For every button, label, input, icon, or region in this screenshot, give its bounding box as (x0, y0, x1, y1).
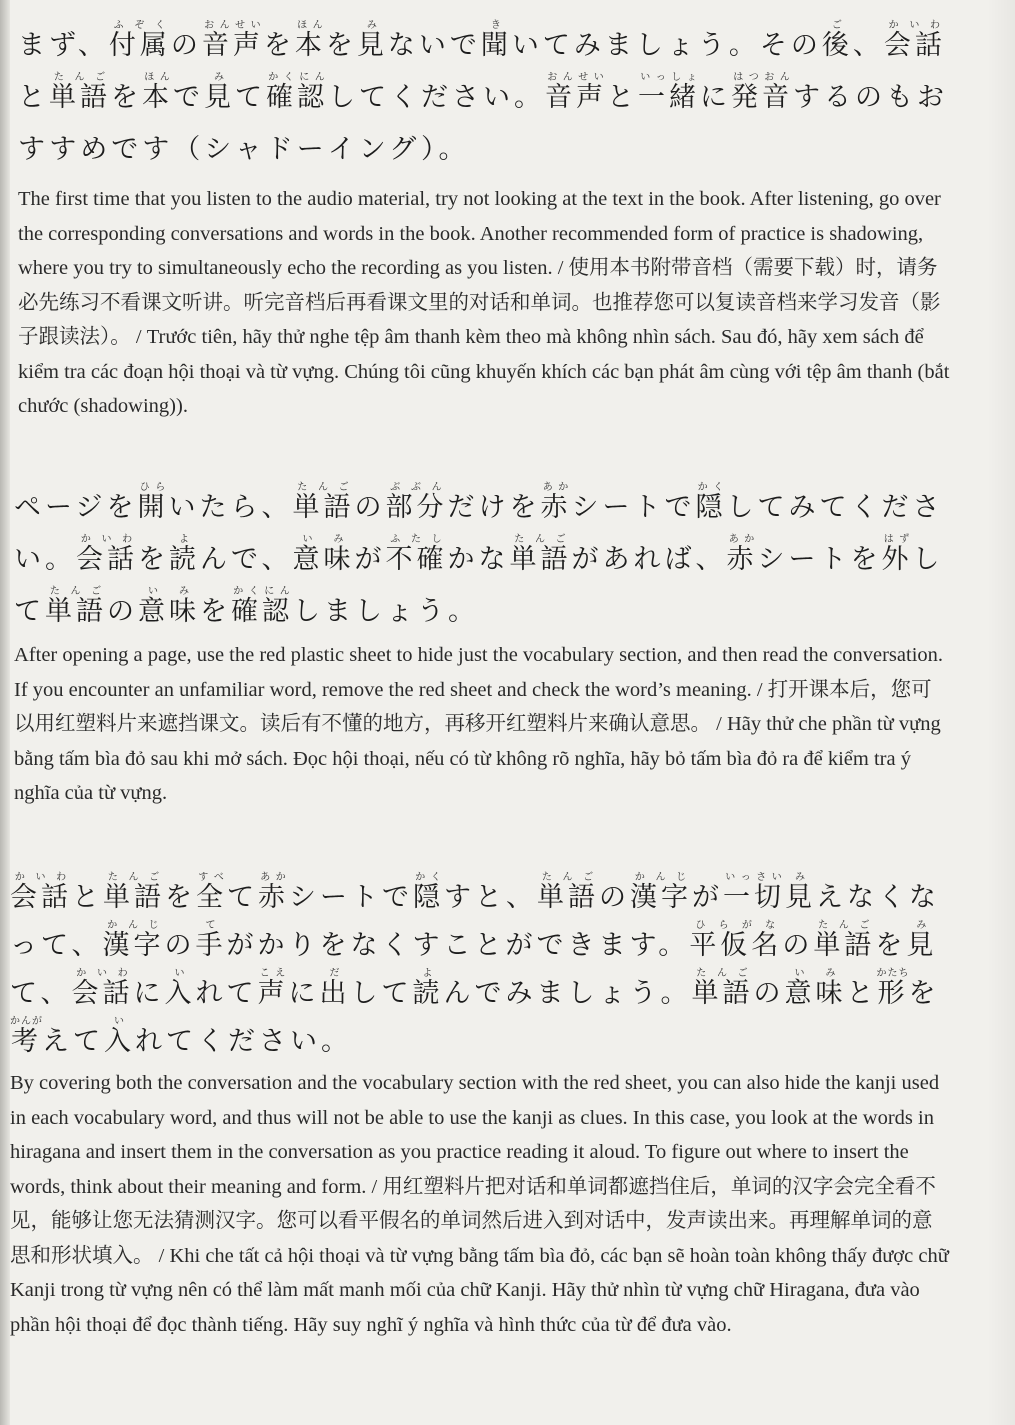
page-spine-shadow (0, 0, 10, 1425)
japanese-paragraph: ページを開ひらいたら、単語たんごの部分ぶぶんだけを赤あかシートで隠かくしてみてください。会話かいわを読よんで、意味いみが不確ふたしかな単語たんごがあれば、赤あかシートを外はずして単語たんごの意味いみを確認かくにんしましょう。 (14, 482, 944, 627)
translation-paragraph: By covering both the conversation and the vocabulary section with the red sheet, you can also hide the kanji used in each vocabulary word, and thus will not be able to use the kanji as clues. In this case, you look at the words in hiragana and insert them in the conversation as you practice reading it aloud. To figure out where to insert the words, think about their meaning and form. / 用红塑料片把对话和单词都遮挡住后，单词的汉字会完全看不见，能够让您无法猜测汉字。您可以看平假名的单词然后进入到对话中，发声读出来。再理解单词的意思和形状填入。 / Khi che tất cả hội thoại và từ vựng bằng tấm bìa đỏ, các bạn sẽ hoàn toàn không thấy được chữ Kanji trong từ vựng nên có thể làm mất manh mối của chữ Kanji. Hãy thử nhìn từ vựng chữ Hiragana, đưa vào phần hội thoại để đọc thành tiếng. Hãy suy nghĩ ý nghĩa và hình thức của từ để đưa vào. (10, 1072, 949, 1336)
instruction-section-red-sheet-vocab (14, 482, 949, 811)
translation-paragraph: The first time that you listen to the audio material, try not looking at the text in the book. After listening, go over the corresponding conversations and words in the book. Another recommended form of practice is shadowing, where you try to simultaneously echo the recording as you listen. / 使用本书附带音档（需要下载）时，请务必先练习不看课文听讲。听完音档后再看课文里的对话和单词。也推荐您可以复读音档来学习发音（影子跟读法）。 / Trước tiên, hãy thử nghe tệp âm thanh kèm theo mà không nhìn sách. Sau đó, hãy xem sách để kiểm tra các đoạn hội thoại và từ vựng. Chúng tôi cũng khuyến khích các bạn phát âm cùng với tệp âm thanh (bắt chước (shadowing)). (18, 188, 950, 417)
japanese-paragraph: まず、付属ふぞくの音声おんせいを本ほんを見みないで聞きいてみましょう。その後ご、会話かいわと単語たんごを本ほんで見みて確認かくにんしてください。音声おんせいと一緒いっしょに発音はつおんするのもおすすめです（シャドーイング）。 (18, 20, 948, 165)
japanese-paragraph: 会話かいわと単語たんごを全すべて赤あかシートで隠かくすと、単語たんごの漢字かんじが一切いっさい見みえなくなって、漢字かんじの手てがかりをなくすことができます。平仮名ひらがなの単語たんごを見みて、会話かいわに入いれて声こえに出だして読よんでみましょう。単語たんごの意味いみと形かたちを考かんがえて入いれてください。 (10, 872, 940, 1057)
translation-paragraph: After opening a page, use the red plastic sheet to hide just the vocabulary section, and then read the conversation. If you encounter an unfamiliar word, remove the red sheet and check the word’s meaning. / 打开课本后，您可以用红塑料片来遮挡课文。读后有不懂的地方，再移开红塑料片来确认意思。 / Hãy thử che phần từ vựng bằng tấm bìa đỏ sau khi mở sách. Đọc hội thoại, nếu có từ không rõ nghĩa, hãy bỏ tấm bìa đỏ ra để kiểm tra ý nghĩa của từ vựng. (14, 644, 944, 804)
instruction-section-audio (18, 20, 953, 424)
instruction-section-red-sheet-all (10, 872, 950, 1342)
page-edge-shadow (987, 0, 1015, 1425)
